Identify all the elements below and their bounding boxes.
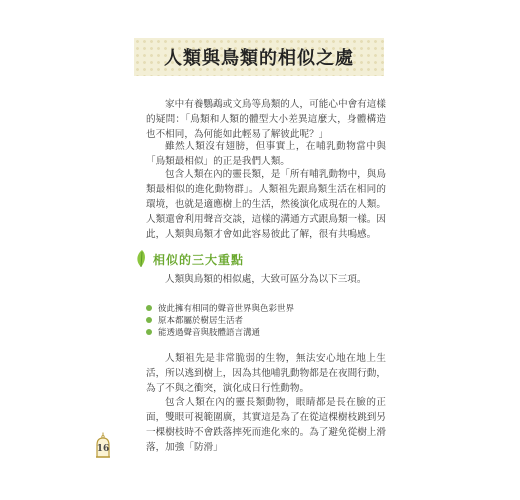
section-title: 相似的三大重點 [153, 252, 245, 267]
title-banner [134, 38, 384, 76]
body-paragraph-1: 人類祖先是非常脆弱的生物，無法安心地在地上生活，所以逃到樹上，因為其他哺乳動物都是在夜間行動，為了不與之衝突，演化成日行性動物。 [146, 353, 386, 394]
page-number: 16 [96, 444, 110, 454]
list-item [146, 326, 386, 338]
intro-paragraph-3: 包含人類在內的靈長類，是「所有哺乳動物中，與鳥類最相似的進化動物群」。人類祖先跟鳥類生活在相同的環境，也就是適應樹上的生活，然後演化成現在的人類。人類還會利用聲音交談，這樣的溝通方式跟鳥類一樣。因此，人類與鳥類才會如此容易彼此了解，很有共鳴感。 [146, 169, 386, 240]
bullet-dot-icon [146, 317, 152, 323]
leaf-icon [135, 249, 149, 269]
bullet-dot-icon [146, 305, 152, 311]
body-paragraph-2: 包含人類在內的靈長類動物，眼睛都是長在臉的正面，雙眼可視範圍廣，其實這是為了在從這棵樹枝跳到另一棵樹枝時不會跌落摔死而進化來的。為了避免從樹上滑落，加強「防滑」 [146, 397, 386, 453]
section-lead: 人類與鳥類的相似處，大致可區分為以下三項。 [165, 274, 367, 285]
list-item-text: 彼此擁有相同的聲音世界與色彩世界 [158, 304, 295, 314]
page-number-badge [95, 432, 111, 458]
list-item [146, 314, 386, 326]
list-item-text: 能透過聲音與肢體語言溝通 [158, 328, 261, 338]
page-title: 人類與鳥類的相似之處 [164, 48, 354, 69]
section-heading [135, 247, 244, 271]
bullet-dot-icon [146, 329, 152, 335]
intro-paragraph-2: 雖然人類沒有翅膀，但事實上，在哺乳動物當中與「鳥類最相似」的正是我們人類。 [146, 141, 386, 167]
list-item-text: 原本都屬於樹居生活者 [158, 316, 244, 326]
similarity-list [146, 302, 386, 338]
list-item [146, 302, 386, 314]
intro-paragraph-1: 家中有養鸚鵡或文鳥等鳥類的人，可能心中會有這樣的疑問：「鳥類和人類的體型大小差異這麼大，身體構造也不相同，為何能如此輕易了解彼此呢？」 [146, 99, 386, 140]
